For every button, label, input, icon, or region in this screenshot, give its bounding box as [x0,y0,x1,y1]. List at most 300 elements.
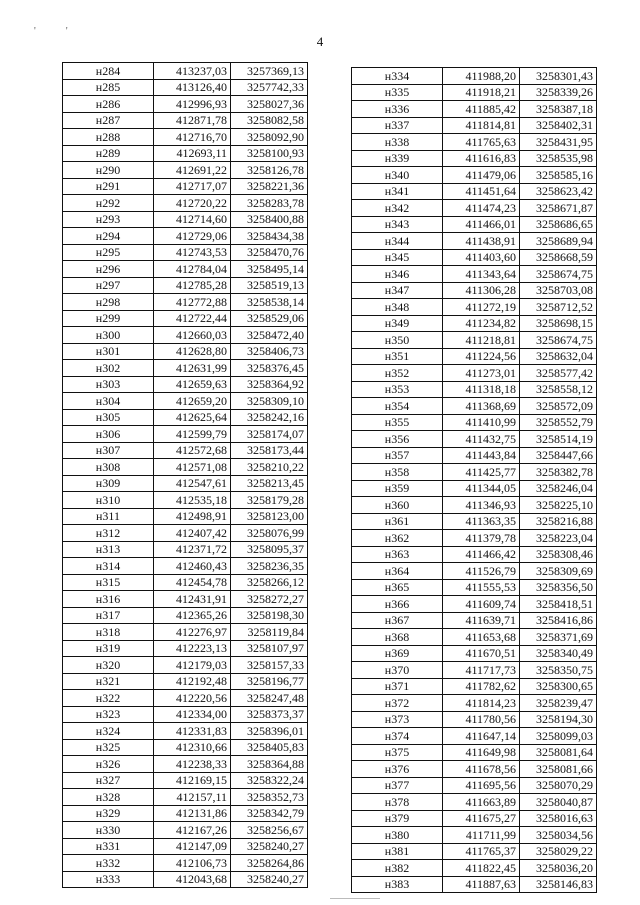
y-coordinate-cell: 3258092,90 [231,129,308,146]
y-coordinate-cell: 3258300,65 [520,678,597,695]
table-row [352,101,597,118]
y-coordinate-cell: 3258529,06 [231,310,308,327]
x-coordinate-cell: 412535,18 [154,492,231,509]
table-row [63,673,308,690]
table-row [352,827,597,844]
point-id-cell: н327 [63,772,154,789]
point-id-cell: н338 [352,134,443,151]
y-coordinate-cell: 3258703,08 [520,282,597,299]
x-coordinate-cell: 411887,63 [443,876,520,893]
y-coordinate-cell: 3258247,48 [231,690,308,707]
table-row [352,711,597,728]
y-coordinate-cell: 3258272,27 [231,591,308,608]
y-coordinate-cell: 3258196,77 [231,673,308,690]
x-coordinate-cell: 412365,26 [154,607,231,624]
x-coordinate-cell: 412106,73 [154,855,231,872]
x-coordinate-cell: 411678,56 [443,761,520,778]
y-coordinate-cell: 3258572,09 [520,398,597,415]
x-coordinate-cell: 411425,77 [443,464,520,481]
point-id-cell: н325 [63,739,154,756]
table-row [63,277,308,294]
x-coordinate-cell: 412147,09 [154,838,231,855]
point-id-cell: н298 [63,294,154,311]
point-id-cell: н357 [352,447,443,464]
table-row [352,200,597,217]
x-coordinate-cell: 411695,56 [443,777,520,794]
point-id-cell: н290 [63,162,154,179]
table-row [63,112,308,129]
x-coordinate-cell: 412131,86 [154,805,231,822]
table-row [352,480,597,497]
point-id-cell: н337 [352,117,443,134]
table-row [352,447,597,464]
x-coordinate-cell: 413126,40 [154,79,231,96]
y-coordinate-cell: 3258585,16 [520,167,597,184]
x-coordinate-cell: 412572,68 [154,442,231,459]
y-coordinate-cell: 3258309,10 [231,393,308,410]
y-coordinate-cell: 3258495,14 [231,261,308,278]
y-coordinate-cell: 3258698,15 [520,315,597,332]
y-coordinate-cell: 3258225,10 [520,497,597,514]
table-row [352,629,597,646]
x-coordinate-cell: 411675,27 [443,810,520,827]
table-row [63,79,308,96]
coordinates-table-right-body [352,68,597,893]
table-row [63,855,308,872]
x-coordinate-cell: 412431,91 [154,591,231,608]
x-coordinate-cell: 412407,42 [154,525,231,542]
y-coordinate-cell: 3258689,94 [520,233,597,250]
point-id-cell: н379 [352,810,443,827]
table-row [63,244,308,261]
y-coordinate-cell: 3258070,29 [520,777,597,794]
point-id-cell: н291 [63,178,154,195]
y-coordinate-cell: 3258264,86 [231,855,308,872]
x-coordinate-cell: 412871,78 [154,112,231,129]
y-coordinate-cell: 3258340,49 [520,645,597,662]
y-coordinate-cell: 3258431,95 [520,134,597,151]
x-coordinate-cell: 411474,23 [443,200,520,217]
table-row [63,789,308,806]
x-coordinate-cell: 411814,23 [443,695,520,712]
table-row [63,145,308,162]
point-id-cell: н349 [352,315,443,332]
table-row [352,216,597,233]
y-coordinate-cell: 3258470,76 [231,244,308,261]
x-coordinate-cell: 411432,75 [443,431,520,448]
x-coordinate-cell: 412599,79 [154,426,231,443]
x-coordinate-cell: 411918,21 [443,84,520,101]
y-coordinate-cell: 3258213,45 [231,475,308,492]
x-coordinate-cell: 411765,37 [443,843,520,860]
y-coordinate-cell: 3258519,13 [231,277,308,294]
point-id-cell: н306 [63,426,154,443]
x-coordinate-cell: 411272,19 [443,299,520,316]
x-coordinate-cell: 412743,53 [154,244,231,261]
y-coordinate-cell: 3258157,33 [231,657,308,674]
point-id-cell: н340 [352,167,443,184]
y-coordinate-cell: 3258364,92 [231,376,308,393]
point-id-cell: н311 [63,508,154,525]
point-id-cell: н296 [63,261,154,278]
table-row [352,596,597,613]
x-coordinate-cell: 411780,56 [443,711,520,728]
y-coordinate-cell: 3258308,46 [520,546,597,563]
table-row [352,497,597,514]
table-row [352,810,597,827]
table-row [63,772,308,789]
point-id-cell: н326 [63,756,154,773]
y-coordinate-cell: 3258099,03 [520,728,597,745]
point-id-cell: н361 [352,513,443,530]
y-coordinate-cell: 3258194,30 [520,711,597,728]
y-coordinate-cell: 3258174,07 [231,426,308,443]
x-coordinate-cell: 411988,20 [443,68,520,85]
x-coordinate-cell: 411443,84 [443,447,520,464]
y-coordinate-cell: 3258016,63 [520,810,597,827]
table-row [63,574,308,591]
table-row [63,393,308,410]
table-row [352,68,597,85]
table-row [352,266,597,283]
table-row [63,591,308,608]
point-id-cell: н371 [352,678,443,695]
x-coordinate-cell: 411273,01 [443,365,520,382]
y-coordinate-cell: 3258210,22 [231,459,308,476]
table-row [352,233,597,250]
point-id-cell: н332 [63,855,154,872]
x-coordinate-cell: 412498,91 [154,508,231,525]
x-coordinate-cell: 411368,69 [443,398,520,415]
y-coordinate-cell: 3258472,40 [231,327,308,344]
table-row [63,541,308,558]
point-id-cell: н300 [63,327,154,344]
x-coordinate-cell: 412223,13 [154,640,231,657]
point-id-cell: н343 [352,216,443,233]
point-id-cell: н346 [352,266,443,283]
x-coordinate-cell: 411616,83 [443,150,520,167]
point-id-cell: н318 [63,624,154,641]
y-coordinate-cell: 3258123,00 [231,508,308,525]
point-id-cell: н364 [352,563,443,580]
table-row [63,426,308,443]
point-id-cell: н376 [352,761,443,778]
x-coordinate-cell: 411318,18 [443,381,520,398]
x-coordinate-cell: 412772,88 [154,294,231,311]
point-id-cell: н317 [63,607,154,624]
x-coordinate-cell: 412460,43 [154,558,231,575]
table-row [352,381,597,398]
point-id-cell: н307 [63,442,154,459]
x-coordinate-cell: 412628,80 [154,343,231,360]
x-coordinate-cell: 412547,61 [154,475,231,492]
x-coordinate-cell: 411363,35 [443,513,520,530]
x-coordinate-cell: 412310,66 [154,739,231,756]
table-row [63,294,308,311]
y-coordinate-cell: 3258126,78 [231,162,308,179]
y-coordinate-cell: 3258146,83 [520,876,597,893]
x-coordinate-cell: 411479,06 [443,167,520,184]
table-row [63,706,308,723]
x-coordinate-cell: 412334,00 [154,706,231,723]
x-coordinate-cell: 411343,64 [443,266,520,283]
x-coordinate-cell: 412331,83 [154,723,231,740]
y-coordinate-cell: 3258173,44 [231,442,308,459]
table-row [352,860,597,877]
point-id-cell: н367 [352,612,443,629]
table-row [352,414,597,431]
y-coordinate-cell: 3258674,75 [520,266,597,283]
table-row [352,695,597,712]
point-id-cell: н330 [63,822,154,839]
y-coordinate-cell: 3258082,58 [231,112,308,129]
table-row [63,624,308,641]
table-row [352,645,597,662]
x-coordinate-cell: 412785,28 [154,277,231,294]
y-coordinate-cell: 3258246,04 [520,480,597,497]
x-coordinate-cell: 411379,78 [443,530,520,547]
y-coordinate-cell: 3258240,27 [231,838,308,855]
y-coordinate-cell: 3258674,75 [520,332,597,349]
table-row [352,365,597,382]
table-row [63,310,308,327]
point-id-cell: н299 [63,310,154,327]
x-coordinate-cell: 412660,03 [154,327,231,344]
page-number: 4 [316,34,324,49]
table-row [63,805,308,822]
y-coordinate-cell: 3258040,87 [520,794,597,811]
y-coordinate-cell: 3258242,16 [231,409,308,426]
y-coordinate-cell: 3257369,13 [231,63,308,80]
point-id-cell: н294 [63,228,154,245]
y-coordinate-cell: 3258076,99 [231,525,308,542]
y-coordinate-cell: 3258376,45 [231,360,308,377]
point-id-cell: н344 [352,233,443,250]
point-id-cell: н285 [63,79,154,96]
table-row [63,63,308,80]
y-coordinate-cell: 3258668,59 [520,249,597,266]
table-row [63,838,308,855]
point-id-cell: н314 [63,558,154,575]
point-id-cell: н374 [352,728,443,745]
point-id-cell: н372 [352,695,443,712]
y-coordinate-cell: 3258100,93 [231,145,308,162]
table-row [352,744,597,761]
x-coordinate-cell: 412693,11 [154,145,231,162]
y-coordinate-cell: 3258223,04 [520,530,597,547]
point-id-cell: н304 [63,393,154,410]
point-id-cell: н284 [63,63,154,80]
x-coordinate-cell: 411346,93 [443,497,520,514]
y-coordinate-cell: 3258558,12 [520,381,597,398]
y-coordinate-cell: 3258400,88 [231,211,308,228]
x-coordinate-cell: 411670,51 [443,645,520,662]
y-coordinate-cell: 3258382,78 [520,464,597,481]
x-coordinate-cell: 412169,15 [154,772,231,789]
y-coordinate-cell: 3258350,75 [520,662,597,679]
point-id-cell: н381 [352,843,443,860]
x-coordinate-cell: 411814,81 [443,117,520,134]
point-id-cell: н322 [63,690,154,707]
point-id-cell: н319 [63,640,154,657]
x-coordinate-cell: 412659,20 [154,393,231,410]
table-row [352,777,597,794]
y-coordinate-cell: 3258034,56 [520,827,597,844]
y-coordinate-cell: 3258221,36 [231,178,308,195]
table-row [352,464,597,481]
x-coordinate-cell: 412043,68 [154,871,231,888]
x-coordinate-cell: 412625,64 [154,409,231,426]
y-coordinate-cell: 3258352,73 [231,789,308,806]
x-coordinate-cell: 412717,07 [154,178,231,195]
x-coordinate-cell: 412722,44 [154,310,231,327]
x-coordinate-cell: 412238,33 [154,756,231,773]
table-row [352,249,597,266]
point-id-cell: н324 [63,723,154,740]
x-coordinate-cell: 411639,71 [443,612,520,629]
y-coordinate-cell: 3258081,64 [520,744,597,761]
coordinates-table-left [62,62,308,888]
y-coordinate-cell: 3258256,67 [231,822,308,839]
table-row [352,431,597,448]
table-row [352,282,597,299]
table-row [63,228,308,245]
x-coordinate-cell: 411403,60 [443,249,520,266]
y-coordinate-cell: 3258552,79 [520,414,597,431]
y-coordinate-cell: 3258119,84 [231,624,308,641]
y-coordinate-cell: 3258577,42 [520,365,597,382]
table-row [63,690,308,707]
x-coordinate-cell: 412716,70 [154,129,231,146]
point-id-cell: н323 [63,706,154,723]
table-row [352,117,597,134]
y-coordinate-cell: 3258266,12 [231,574,308,591]
y-coordinate-cell: 3258447,66 [520,447,597,464]
table-row [352,728,597,745]
point-id-cell: н336 [352,101,443,118]
table-row [352,150,597,167]
x-coordinate-cell: 411717,73 [443,662,520,679]
point-id-cell: н302 [63,360,154,377]
point-id-cell: н301 [63,343,154,360]
y-coordinate-cell: 3258240,27 [231,871,308,888]
table-row [63,211,308,228]
scan-mark [330,898,380,899]
y-coordinate-cell: 3258309,69 [520,563,597,580]
table-row [63,195,308,212]
table-row [63,525,308,542]
y-coordinate-cell: 3258712,52 [520,299,597,316]
x-coordinate-cell: 412276,97 [154,624,231,641]
table-row [352,761,597,778]
x-coordinate-cell: 411410,99 [443,414,520,431]
y-coordinate-cell: 3258216,88 [520,513,597,530]
table-row [352,134,597,151]
y-coordinate-cell: 3258356,50 [520,579,597,596]
x-coordinate-cell: 412631,99 [154,360,231,377]
point-id-cell: н369 [352,645,443,662]
point-id-cell: н366 [352,596,443,613]
table-row [63,162,308,179]
point-id-cell: н368 [352,629,443,646]
x-coordinate-cell: 411653,68 [443,629,520,646]
point-id-cell: н347 [352,282,443,299]
y-coordinate-cell: 3258671,87 [520,200,597,217]
table-row [63,459,308,476]
point-id-cell: н320 [63,657,154,674]
table-row [352,332,597,349]
x-coordinate-cell: 411822,45 [443,860,520,877]
x-coordinate-cell: 411218,81 [443,332,520,349]
y-coordinate-cell: 3258632,04 [520,348,597,365]
table-row [63,129,308,146]
point-id-cell: н316 [63,591,154,608]
y-coordinate-cell: 3258538,14 [231,294,308,311]
point-id-cell: н354 [352,398,443,415]
point-id-cell: н286 [63,96,154,113]
point-id-cell: н335 [352,84,443,101]
table-row [352,612,597,629]
point-id-cell: н310 [63,492,154,509]
point-id-cell: н355 [352,414,443,431]
table-row [63,607,308,624]
y-coordinate-cell: 3258535,98 [520,150,597,167]
point-id-cell: н377 [352,777,443,794]
point-id-cell: н341 [352,183,443,200]
table-row [352,563,597,580]
y-coordinate-cell: 3258027,36 [231,96,308,113]
table-row [352,579,597,596]
x-coordinate-cell: 411647,14 [443,728,520,745]
y-coordinate-cell: 3258179,28 [231,492,308,509]
x-coordinate-cell: 412371,72 [154,541,231,558]
y-coordinate-cell: 3258402,31 [520,117,597,134]
y-coordinate-cell: 3258405,83 [231,739,308,756]
point-id-cell: н312 [63,525,154,542]
point-id-cell: н313 [63,541,154,558]
table-row [352,398,597,415]
y-coordinate-cell: 3258036,20 [520,860,597,877]
table-row [352,183,597,200]
table-row [63,442,308,459]
x-coordinate-cell: 411306,28 [443,282,520,299]
x-coordinate-cell: 412714,60 [154,211,231,228]
x-coordinate-cell: 411234,82 [443,315,520,332]
x-coordinate-cell: 411466,42 [443,546,520,563]
point-id-cell: н373 [352,711,443,728]
x-coordinate-cell: 412220,56 [154,690,231,707]
point-id-cell: н353 [352,381,443,398]
x-coordinate-cell: 411711,99 [443,827,520,844]
table-row [352,843,597,860]
table-row [352,299,597,316]
point-id-cell: н358 [352,464,443,481]
x-coordinate-cell: 411438,91 [443,233,520,250]
x-coordinate-cell: 412691,22 [154,162,231,179]
y-coordinate-cell: 3258416,86 [520,612,597,629]
x-coordinate-cell: 412167,26 [154,822,231,839]
y-coordinate-cell: 3258686,65 [520,216,597,233]
table-row [352,546,597,563]
table-row [352,794,597,811]
table-row [63,657,308,674]
x-coordinate-cell: 411885,42 [443,101,520,118]
point-id-cell: н328 [63,789,154,806]
x-coordinate-cell: 412659,63 [154,376,231,393]
point-id-cell: н287 [63,112,154,129]
y-coordinate-cell: 3258236,35 [231,558,308,575]
coordinates-table-right [351,67,597,893]
